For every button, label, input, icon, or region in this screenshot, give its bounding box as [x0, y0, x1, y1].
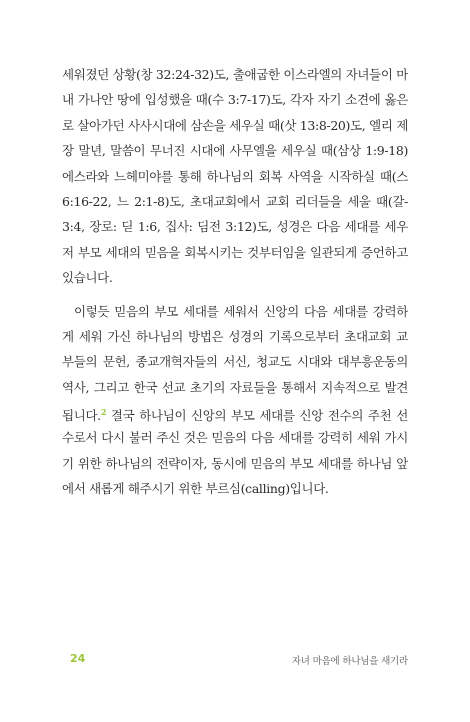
text-line: 기 위한 하나님의 전략이자, 동시에 믿음의 부모 세대를 하나님 앞 [62, 455, 408, 471]
text-segment: 됩니다. [62, 408, 101, 424]
text-segment: 결국 하나님이 신앙의 부모 세대를 신앙 전수의 주천 선 [106, 408, 408, 424]
text-line: 세워졌던 상황(창 32:24-32)도, 출애굽한 이스라엘의 자녀들이 마 [62, 67, 408, 82]
body-text [62, 62, 408, 502]
running-title: 자녀 마음에 하나님을 새기라 [291, 656, 408, 667]
paragraph-1 [62, 62, 408, 291]
text-line: 있습니다. [62, 270, 113, 286]
text-line: 로 살아가던 사사시대에 삼손을 세우실 때(삿 13:8-20)도, 엘리 제 [62, 117, 408, 133]
text-line: 내 가나안 땅에 입성했을 때(수 3:7-17)도, 각자 자기 소견에 옳은 [62, 92, 408, 108]
text-line: 에스라와 느헤미야를 통해 하나님의 회복 사역을 시작하실 때(스 [62, 168, 408, 184]
page-footer [0, 652, 470, 676]
text-line: 이렇듯 믿음의 부모 세대를 세워서 신앙의 다음 세대를 강력하 [74, 303, 408, 319]
text-line: 저 부모 세대의 믿음을 회복시키는 것부터임을 일관되게 증언하고 [62, 244, 408, 260]
footnote-marker[interactable]: 2 [100, 407, 107, 418]
text-line: 게 세워 가신 하나님의 방법은 성경의 기록으로부터 초대교회 교 [62, 328, 408, 344]
text-line: 장 말년, 말씀이 무너진 시대에 사무엘을 세우실 때(삼상 1:9-18) [62, 143, 408, 159]
text-line: 6:16-22, 느 2:1-8)도, 초대교회에서 교회 리더들을 세울 때(갈- [62, 193, 408, 209]
text-line: 에서 새롭게 해주시기 위한 부르심(calling)입니다. [62, 481, 329, 497]
text-line: 3:4, 장로: 딛 1:6, 집사: 딤전 3:12)도, 성경은 다음 세대를 세우 [62, 219, 408, 235]
text-line: 수로서 다시 불러 주신 것은 믿음의 다음 세대를 강력히 세워 가시 [62, 430, 408, 446]
text-line: 부들의 문헌, 종교개혁자들의 서신, 청교도 시대와 대부흥운동의 [62, 354, 408, 370]
text-line: 역사, 그리고 한국 선교 초기의 자료들을 통해서 지속적으로 발견 [62, 379, 408, 395]
page-number: 24 [70, 652, 86, 665]
text-line [62, 400, 408, 425]
paragraph-2 [62, 299, 408, 502]
